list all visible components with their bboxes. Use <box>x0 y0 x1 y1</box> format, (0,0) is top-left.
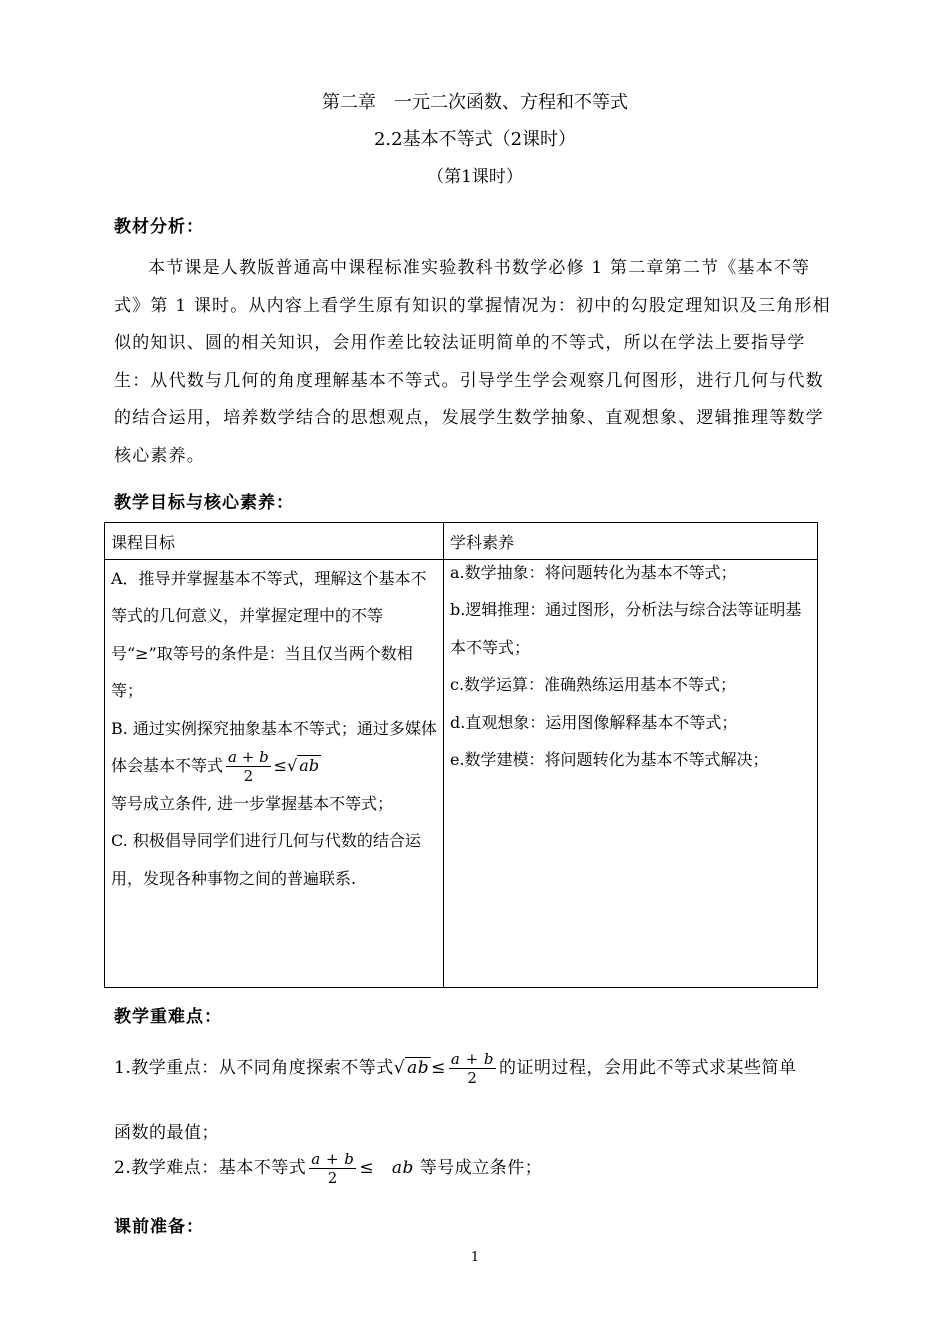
literacy-cell <box>444 560 818 988</box>
fraction-a-plus-b-over-2: $\frac{a + b}{2}$ <box>228 748 269 786</box>
goals-heading: 教学目标与核心素养： <box>114 493 294 513</box>
keypoint-1-continued: 函数的最值； <box>114 1123 219 1143</box>
keypoint-2: 2.教学难点：基本不等式 $\frac{a + b}{2}$ ≤ ab 等号成立条件； <box>114 1150 543 1187</box>
literacy-e: e.数学建模：将问题转化为基本不等式解决； <box>450 750 769 770</box>
lesson-title: 2.2基本不等式（2课时） <box>373 129 577 150</box>
analysis-heading: 教材分析： <box>114 217 204 237</box>
literacy-c: c.数学运算：准确熟练运用基本不等式； <box>450 675 737 695</box>
chapter-title: 第二章 一元二次函数、方程和不等式 <box>322 92 628 113</box>
goal-a: A．推导并掌握基本不等式，理解这个基本不等式的几何意义，并掌握定理中的不等号“≥”取等号的条件是：当且仅当两个数相等； <box>111 569 427 701</box>
literacy-a: a.数学抽象：将问题转化为基本不等式； <box>450 563 737 582</box>
fraction-a-plus-b-over-2: $\frac{a + b}{2}$ <box>311 1150 355 1187</box>
table-header-literacy: 学科素养 <box>444 523 818 560</box>
prep-heading: 课前准备： <box>114 1217 204 1237</box>
table-header-goals: 课程目标 <box>105 523 444 560</box>
sqrt-ab: √ ab <box>287 756 320 776</box>
sqrt-ab: √ ab <box>393 1058 430 1078</box>
fraction-a-plus-b-over-2: $\frac{a + b}{2}$ <box>450 1050 495 1087</box>
keypoints-heading: 教学重难点： <box>114 1007 222 1027</box>
period-label: （第1课时） <box>427 167 523 187</box>
goals-cell <box>105 560 444 988</box>
literacy-d: d.直观想象：运用图像解释基本不等式； <box>450 712 738 732</box>
goal-b: B. 通过实例探究抽象基本不等式；通过多媒体体会基本不等式 $\frac{a + b}{2}$ ≤√ ab 等号成立条件, 进一步掌握基本不等式； <box>111 718 437 814</box>
analysis-paragraph: 本节课是人教版普通高中课程标准实验教科书数学必修 1 第二章第二节《基本不等式》第 1 课时。从内容上看学生原有知识的掌握情况为：初中的勾股定理知识及三角形相似的知识、圆的相关知识，会用作差比较法证明简单的不等式，所以在学法上要指导学生：从代数与几何的角度理解基本不等式。引导学生学会观察几何图形，进行几何与代数的结合运用，培养数学结合的思想观点，发展学生数学抽象、直观想象、逻辑推理等数学核心素养。 <box>114 258 831 466</box>
literacy-b: b.逻辑推理：通过图形，分析法与综合法等证明基本不等式； <box>450 600 802 657</box>
page-number: 1 <box>470 1250 480 1265</box>
goal-c: C. 积极倡导同学们进行几何与代数的结合运用，发现各种事物之间的普遍联系. <box>111 831 421 888</box>
keypoint-1: 1.教学重点：从不同角度探索不等式√ ab ≤ $\frac{a + b}{2}$ 的证明过程，会用此不等式求某些简单 <box>114 1050 797 1087</box>
goals-table <box>104 522 818 988</box>
